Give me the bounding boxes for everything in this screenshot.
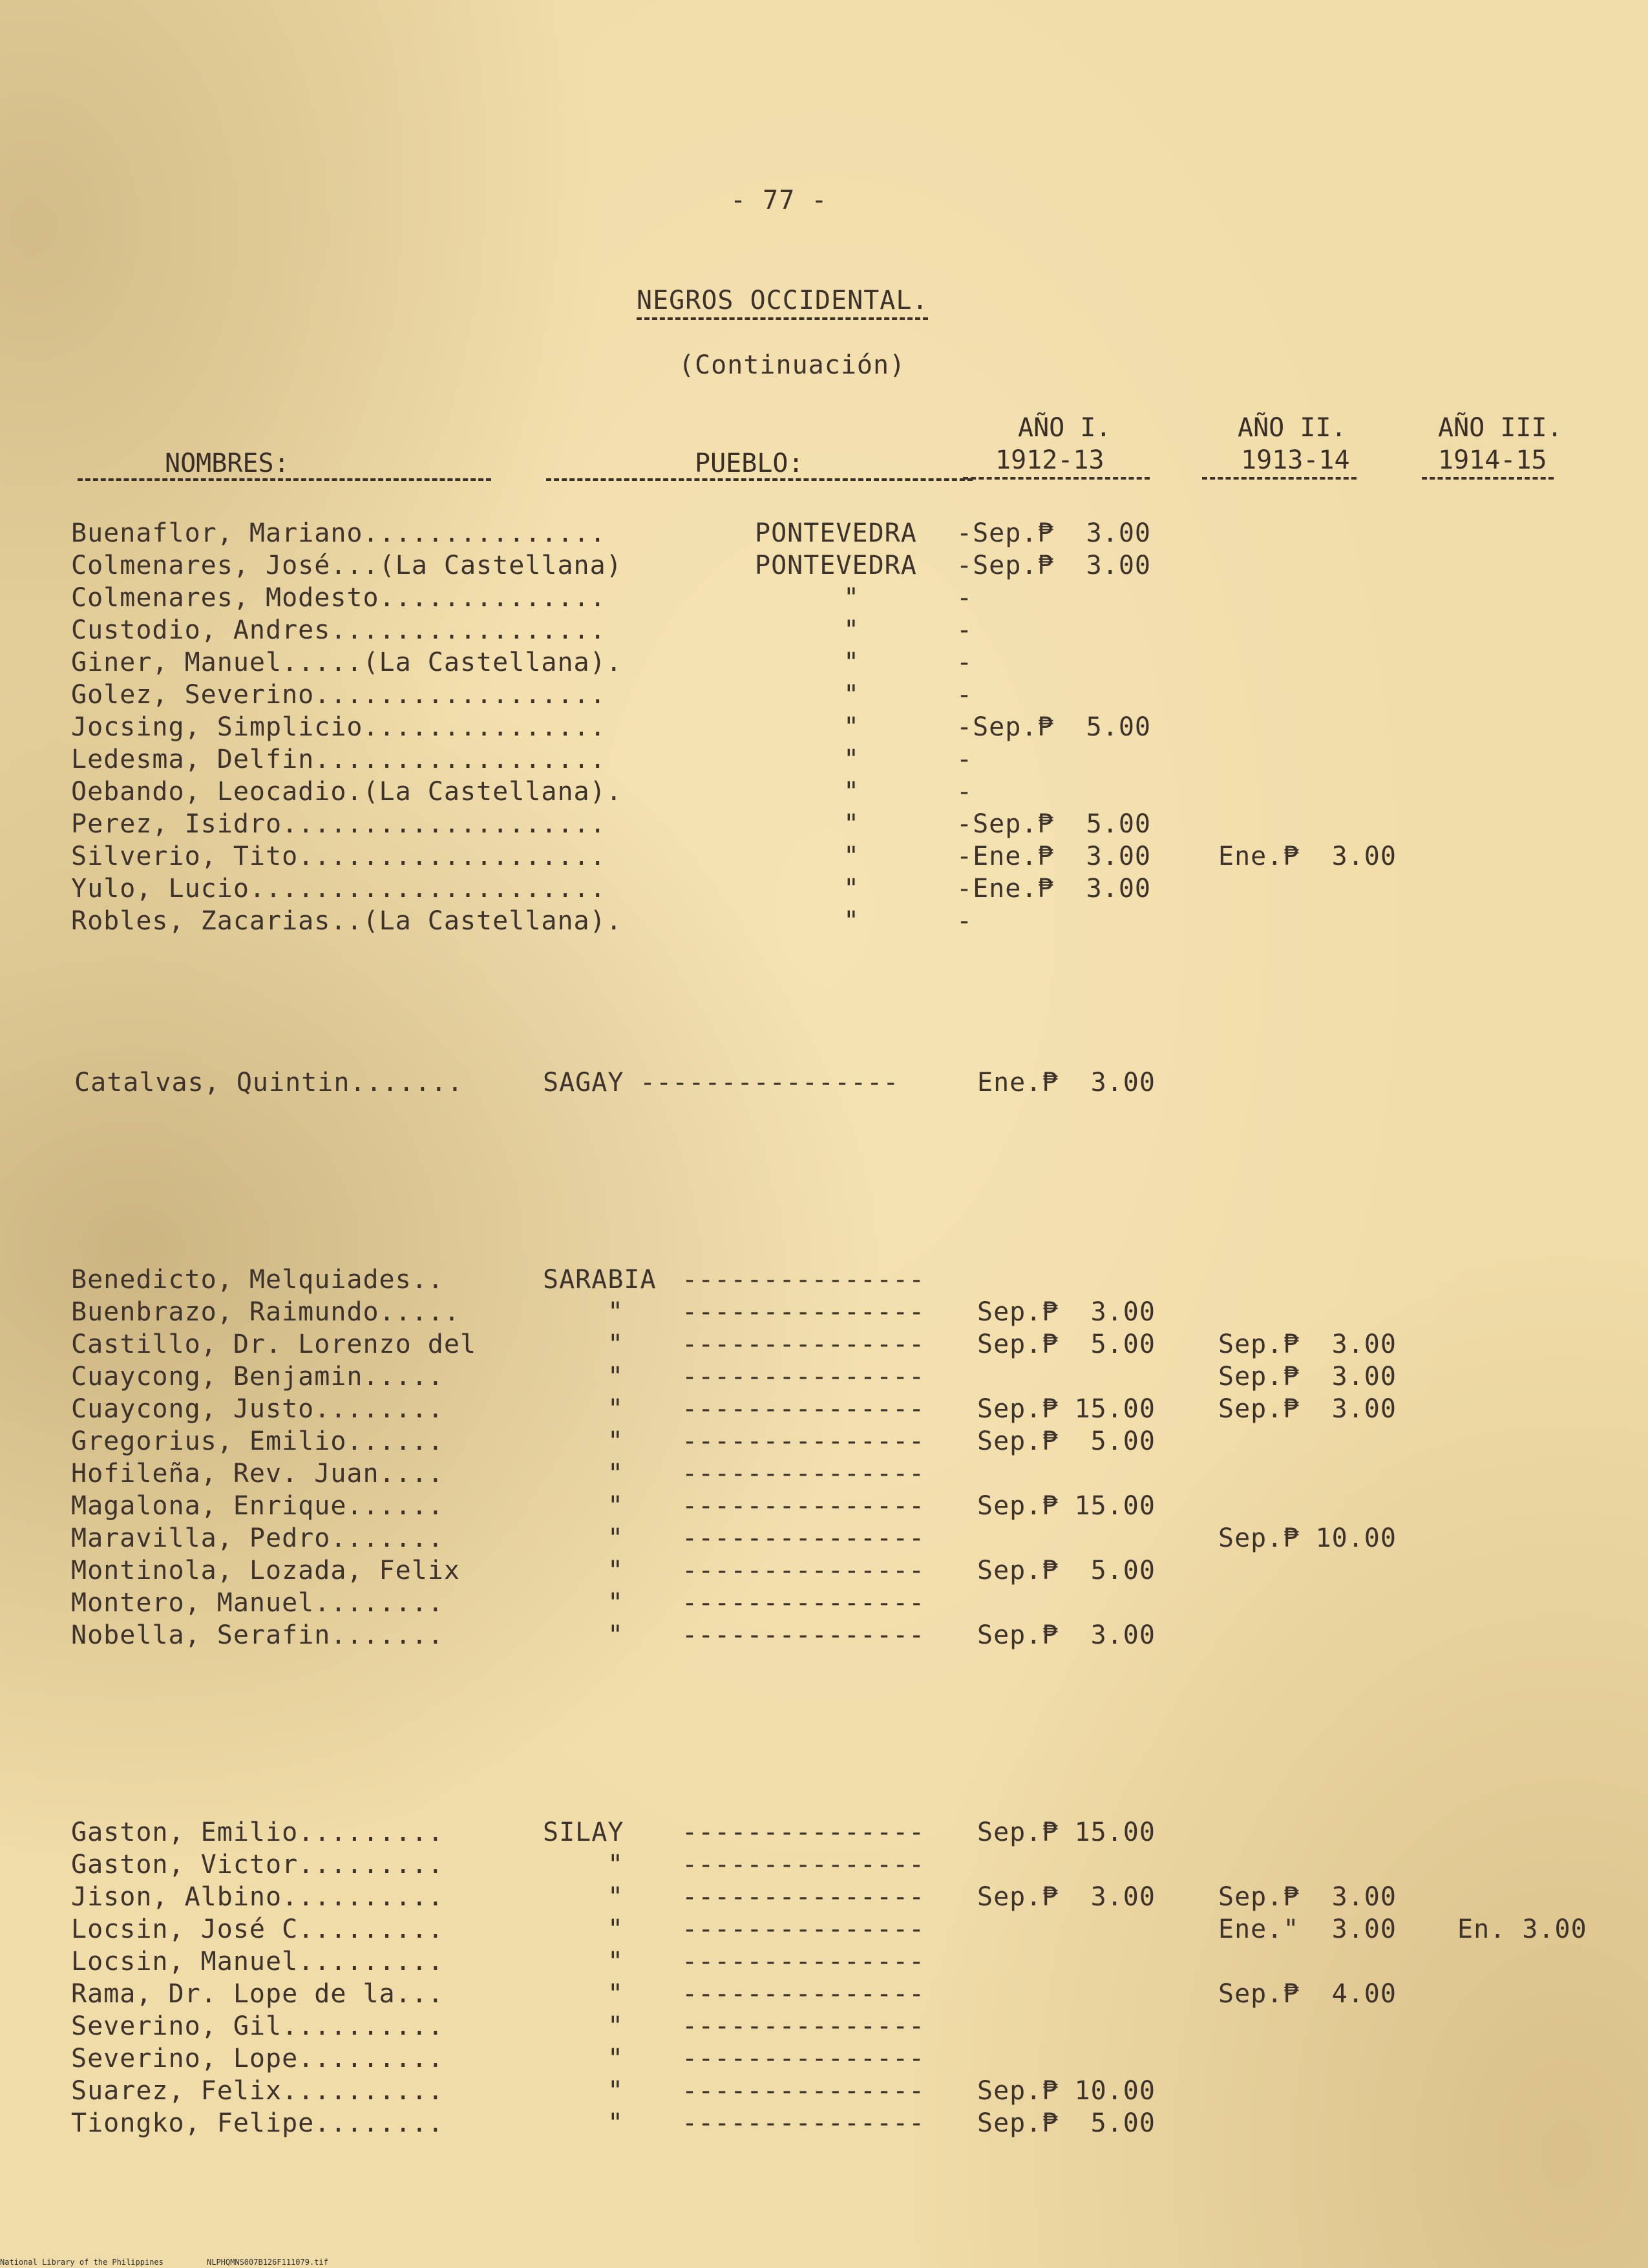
town-cell: " (607, 1620, 624, 1650)
town-cell: " (607, 1330, 624, 1359)
town-cell: SARABIA (543, 1265, 657, 1295)
dash-cell: --------------- (682, 1882, 925, 1912)
year1-cell: Sep.₱ 5.00 (977, 1330, 1156, 1359)
town-cell: " (607, 1394, 624, 1424)
dash-cell: --------------- (682, 1426, 925, 1456)
name-cell: Jocsing, Simplicio............... (71, 712, 606, 742)
year1-cell: Sep.₱ 3.00 (977, 1620, 1156, 1650)
name-cell: Buenbrazo, Raimundo..... (71, 1297, 460, 1327)
dash-cell: --------------- (682, 1491, 925, 1521)
table-row (0, 2078, 1648, 2110)
year1-cell: Ene.₱ 3.00 (977, 1068, 1156, 1097)
year1-cell: Sep.₱ 15.00 (977, 1818, 1156, 1847)
name-cell: Benedicto, Melquiades.. (71, 1265, 444, 1295)
name-cell: Jison, Albino.......... (71, 1882, 444, 1912)
table-row (0, 585, 1648, 617)
dash-cell: --------------- (682, 1850, 925, 1880)
dash-cell: --------------- (682, 1394, 925, 1424)
year1-cell: - (956, 906, 973, 936)
dash-cell: --------------- (682, 1523, 925, 1553)
dash-cell: --------------- (682, 1265, 925, 1295)
dash-cell: --------------- (682, 1459, 925, 1489)
town-cell: " (843, 874, 860, 904)
town-cell: SILAY (543, 1818, 624, 1847)
town-cell: " (607, 1882, 624, 1912)
year1-cell: -Ene.₱ 3.00 (956, 842, 1151, 871)
year1-cell: - (956, 583, 973, 613)
name-cell: Golez, Severino.................. (71, 680, 606, 710)
name-cell: Rama, Dr. Lope de la... (71, 1979, 444, 2009)
name-cell: Perez, Isidro.................... (71, 809, 606, 839)
town-cell: " (607, 1850, 624, 1880)
town-cell: " (843, 777, 860, 807)
table-row (0, 553, 1648, 585)
year2-cell: Sep.₱ 3.00 (1218, 1362, 1397, 1392)
name-cell: Suarez, Felix.......... (71, 2076, 444, 2106)
town-cell: " (607, 1297, 624, 1327)
year1-cell: Sep.₱ 3.00 (977, 1297, 1156, 1327)
name-cell: Buenaflor, Mariano............... (71, 518, 606, 548)
year2-cell: Ene.₱ 3.00 (1218, 842, 1397, 871)
year1-cell: - (956, 615, 973, 645)
ano1-years: 1912-13 (963, 447, 1150, 480)
year1-cell: -Sep.₱ 3.00 (956, 518, 1151, 548)
table-row (0, 2046, 1648, 2078)
table-row (0, 2013, 1648, 2046)
table-row (0, 876, 1648, 908)
name-cell: Magalona, Enrique...... (71, 1491, 444, 1521)
page-subtitle: (Continuación) (679, 350, 906, 380)
town-cell: " (607, 1556, 624, 1585)
page-number: - 77 - (730, 185, 828, 215)
town-cell: " (843, 680, 860, 710)
table-row (0, 779, 1648, 811)
table-row (0, 1396, 1648, 1428)
year1-cell: -Sep.₱ 5.00 (956, 712, 1151, 742)
table-row (0, 1558, 1648, 1590)
table-row (0, 1428, 1648, 1461)
town-cell: " (843, 745, 860, 774)
table-row (0, 1916, 1648, 1949)
year2-cell: Sep.₱ 10.00 (1218, 1523, 1397, 1553)
table-row (0, 843, 1648, 876)
year2-cell: Ene." 3.00 (1218, 1914, 1397, 1944)
name-cell: Gaston, Victor......... (71, 1850, 444, 1880)
table-row (0, 1590, 1648, 1622)
table-row (0, 747, 1648, 779)
pueblo-header: PUEBLO: (695, 449, 804, 478)
year1-cell: Sep.₱ 5.00 (977, 1426, 1156, 1456)
town-cell: " (607, 1914, 624, 1944)
table-row (0, 520, 1648, 553)
name-cell: Locsin, José C......... (71, 1914, 444, 1944)
town-cell: " (607, 1491, 624, 1521)
name-cell: Nobella, Serafin....... (71, 1620, 444, 1650)
town-cell: " (607, 1947, 624, 1977)
year1-cell: -Sep.₱ 3.00 (956, 551, 1151, 580)
scan-footer-filename: NLPHQMNS007B126F111079.tif (207, 2258, 328, 2267)
name-cell: Montinola, Lozada, Felix (71, 1556, 460, 1585)
dash-cell: --------------- (682, 1297, 925, 1327)
page-title: NEGROS OCCIDENTAL. (637, 288, 928, 320)
dash-cell: --------------- (682, 2011, 925, 2041)
year1-cell: - (956, 777, 973, 807)
town-cell: " (607, 1426, 624, 1456)
town-cell: " (843, 648, 860, 677)
dash-cell: --------------- (682, 2076, 925, 2106)
name-cell: Castillo, Dr. Lorenzo del (71, 1330, 477, 1359)
year1-cell: - (956, 648, 973, 677)
ano1-header: AÑO I. (1018, 413, 1112, 443)
table-row (0, 1267, 1648, 1299)
name-cell: Locsin, Manuel......... (71, 1947, 444, 1977)
year1-cell: Sep.₱ 5.00 (977, 2108, 1156, 2138)
table-row (0, 1299, 1648, 1331)
name-cell: Silverio, Tito................... (71, 842, 606, 871)
table-row (0, 1331, 1648, 1364)
name-cell: Cuaycong, Benjamin..... (71, 1362, 444, 1392)
town-cell: SAGAY (543, 1068, 624, 1097)
ano2-header: AÑO II. (1238, 413, 1347, 443)
name-cell: Montero, Manuel........ (71, 1588, 444, 1618)
name-cell: Hofileña, Rev. Juan.... (71, 1459, 444, 1489)
table-row (0, 1364, 1648, 1396)
table-row (0, 682, 1648, 714)
table-row (0, 1493, 1648, 1525)
table-row (0, 650, 1648, 682)
dash-cell: --------------- (682, 1818, 925, 1847)
year1-cell: - (956, 745, 973, 774)
name-cell: Gaston, Emilio......... (71, 1818, 444, 1847)
town-cell: " (607, 1979, 624, 2009)
table-row (0, 1461, 1648, 1493)
year2-cell: Sep.₱ 3.00 (1218, 1394, 1397, 1424)
name-cell: Custodio, Andres................. (71, 615, 606, 645)
name-cell: Yulo, Lucio...................... (71, 874, 606, 904)
table-row (0, 1949, 1648, 1981)
name-cell: Ledesma, Delfin.................. (71, 745, 606, 774)
name-cell: Gregorius, Emilio...... (71, 1426, 444, 1456)
town-cell: " (843, 809, 860, 839)
table-row (0, 1884, 1648, 1916)
nombres-header: NOMBRES: (165, 449, 290, 478)
ano2-years: 1913-14 (1202, 447, 1357, 480)
dash-cell: --------------- (682, 1588, 925, 1618)
name-cell: Colmenares, Modesto.............. (71, 583, 606, 613)
table-row (0, 714, 1648, 747)
town-cell: " (843, 842, 860, 871)
table-row (0, 1622, 1648, 1655)
town-cell: PONTEVEDRA (755, 551, 917, 580)
name-cell: Tiongko, Felipe........ (71, 2108, 444, 2138)
table-row (0, 1525, 1648, 1558)
table-row (0, 811, 1648, 843)
town-cell: " (607, 1362, 624, 1392)
name-cell: Severino, Lope......... (71, 2044, 444, 2073)
name-cell: Colmenares, José...(La Castellana) (71, 551, 622, 580)
dash-cell: --------------- (682, 1362, 925, 1392)
year1-cell: -Ene.₱ 3.00 (956, 874, 1151, 904)
town-cell: " (607, 2011, 624, 2041)
dash-cell: ---------------- (640, 1068, 900, 1097)
dash-cell: --------------- (682, 1979, 925, 2009)
town-cell: " (607, 2108, 624, 2138)
ano3-years: 1914-15 (1422, 447, 1554, 480)
year2-cell: Sep.₱ 3.00 (1218, 1882, 1397, 1912)
town-cell: " (607, 1459, 624, 1489)
dash-cell: --------------- (682, 1914, 925, 1944)
dash-cell: --------------- (682, 1620, 925, 1650)
name-cell: Robles, Zacarias..(La Castellana). (71, 906, 622, 936)
scan-footer-library: National Library of the Philippines (0, 2258, 164, 2267)
name-cell: Giner, Manuel.....(La Castellana). (71, 648, 622, 677)
name-cell: Cuaycong, Justo........ (71, 1394, 444, 1424)
table-row (0, 908, 1648, 940)
table-row (0, 1819, 1648, 1852)
name-cell: Catalvas, Quintin....... (74, 1068, 463, 1097)
town-cell: " (607, 1523, 624, 1553)
table-row (0, 2110, 1648, 2143)
year1-cell: - (956, 680, 973, 710)
name-cell: Oebando, Leocadio.(La Castellana). (71, 777, 622, 807)
table-row (0, 1981, 1648, 2013)
table-row (0, 617, 1648, 650)
year2-cell: Sep.₱ 3.00 (1218, 1330, 1397, 1359)
town-cell: " (607, 2044, 624, 2073)
town-cell: " (843, 906, 860, 936)
town-cell: " (843, 583, 860, 613)
year1-cell: -Sep.₱ 5.00 (956, 809, 1151, 839)
town-cell: PONTEVEDRA (755, 518, 917, 548)
dash-cell: --------------- (682, 2108, 925, 2138)
year1-cell: Sep.₱ 5.00 (977, 1556, 1156, 1585)
town-cell: " (607, 2076, 624, 2106)
table-row (0, 1852, 1648, 1884)
year3-cell: En. 3.00 (1457, 1914, 1587, 1944)
town-cell: " (843, 712, 860, 742)
table-row (0, 1070, 1648, 1102)
dash-cell: --------------- (682, 1556, 925, 1585)
name-cell: Maravilla, Pedro....... (71, 1523, 444, 1553)
year2-cell: Sep.₱ 4.00 (1218, 1979, 1397, 2009)
name-cell: Severino, Gil.......... (71, 2011, 444, 2041)
town-cell: " (843, 615, 860, 645)
dash-cell: --------------- (682, 2044, 925, 2073)
year1-cell: Sep.₱ 15.00 (977, 1394, 1156, 1424)
town-cell: " (607, 1588, 624, 1618)
dash-cell: --------------- (682, 1330, 925, 1359)
year1-cell: Sep.₱ 3.00 (977, 1882, 1156, 1912)
year1-cell: Sep.₱ 10.00 (977, 2076, 1156, 2106)
year1-cell: Sep.₱ 15.00 (977, 1491, 1156, 1521)
ano3-header: AÑO III. (1438, 413, 1563, 443)
dash-cell: --------------- (682, 1947, 925, 1977)
